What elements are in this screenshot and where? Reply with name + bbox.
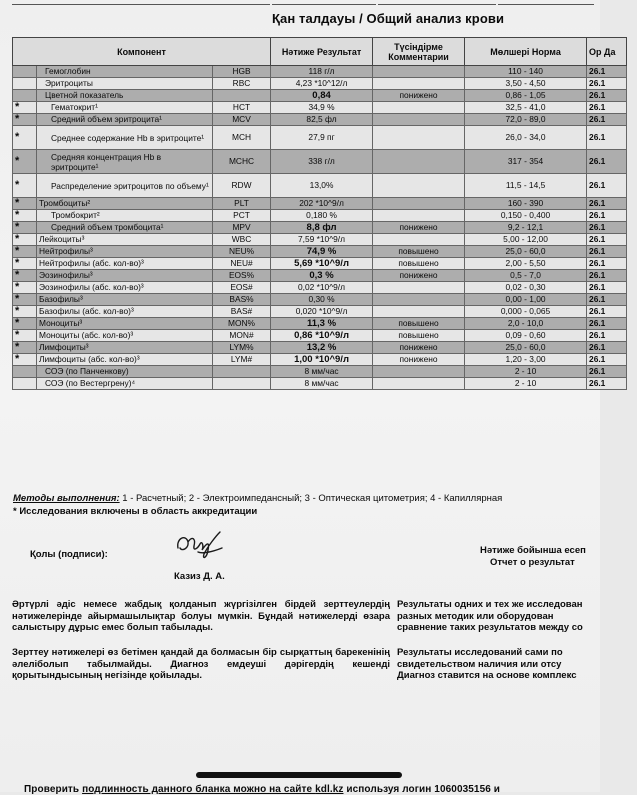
table-row [13,210,627,222]
row-date: 26.1 [587,246,627,258]
table-row [13,66,627,78]
row-result: 0,020 *10^9/л [271,306,373,318]
row-star: * [13,198,37,210]
row-component: Моноциты³ [37,318,213,330]
row-component: Гематокрит¹ [37,102,213,114]
row-component: Нейтрофилы (абс. кол-во)³ [37,258,213,270]
row-date: 26.1 [587,234,627,246]
row-star: * [13,354,37,366]
methods-label: Методы выполнения: [13,493,120,504]
row-component: Базофилы (абс. кол-во)³ [37,306,213,318]
row-component: Эозинофилы (абс. кол-во)³ [37,282,213,294]
row-component: Эритроциты [37,78,213,90]
row-result: 1,00 *10^9/л [271,354,373,366]
row-code: NEU% [213,246,271,258]
row-code: HCT [213,102,271,114]
table-row [13,174,627,198]
row-component: СОЭ (по Панченкову) [37,366,213,378]
row-norm: 2 - 10 [465,366,587,378]
row-star: * [13,126,37,150]
row-component: Лимфоциты³ [37,342,213,354]
signer-name: Казиз Д. А. [174,571,225,582]
result-report-kz: Нәтиже бойынша есеп [480,545,586,556]
row-result: 118 г/л [271,66,373,78]
table-row [13,366,627,378]
row-code: MON% [213,318,271,330]
table-row [13,342,627,354]
row-component: Средний объем тромбоцита¹ [37,222,213,234]
row-component: Цветной показатель [37,90,213,102]
row-norm: 25,0 - 60,0 [465,342,587,354]
table-row [13,90,627,102]
page-title: Қан талдауы / Общий анализ крови [272,11,505,26]
col-component: Компонент [13,38,271,66]
row-component: Среднее содержание Hb в эритроците¹ [37,126,213,150]
row-comment [373,126,465,150]
row-comment [373,366,465,378]
row-date: 26.1 [587,282,627,294]
row-comment [373,198,465,210]
row-date: 26.1 [587,198,627,210]
row-comment: повышено [373,258,465,270]
row-result: 0,30 % [271,294,373,306]
row-date: 26.1 [587,210,627,222]
row-norm: 32,5 - 41,0 [465,102,587,114]
disclaimer-ru-1-line: разных методик или оборудован [397,610,554,622]
row-code: PLT [213,198,271,210]
row-comment [373,234,465,246]
col-result: Нәтиже Результат [271,38,373,66]
row-norm: 1,20 - 3,00 [465,354,587,366]
row-code [213,366,271,378]
row-result: 13,0% [271,174,373,198]
row-code: MON# [213,330,271,342]
row-code: LYM# [213,354,271,366]
row-date: 26.1 [587,318,627,330]
row-norm: 0,00 - 1,00 [465,294,587,306]
row-component: Базофилы³ [37,294,213,306]
row-result: 8 мм/час [271,378,373,390]
row-star: * [13,102,37,114]
table-row [13,258,627,270]
table-row [13,102,627,114]
row-result: 0,02 *10^9/л [271,282,373,294]
disclaimer-ru-2-line: свидетельством наличия или отсу [397,658,562,670]
row-code: EOS% [213,270,271,282]
row-result: 82,5 фл [271,114,373,126]
verification-footer [24,784,500,795]
row-norm: 5,00 - 12,00 [465,234,587,246]
row-star: * [13,114,37,126]
row-norm: 0,86 - 1,05 [465,90,587,102]
row-norm: 0,02 - 0,30 [465,282,587,294]
result-report-ru: Отчет о результат [490,557,575,568]
row-component: СОЭ (по Вестергрену)⁴ [37,378,213,390]
footer-auth-text: подлинность данного бланка можно на сайте [82,784,316,795]
row-date: 26.1 [587,330,627,342]
row-date: 26.1 [587,174,627,198]
row-result: 4,23 *10^12/л [271,78,373,90]
row-date: 26.1 [587,378,627,390]
table-row [13,246,627,258]
row-norm: 9,2 - 12,1 [465,222,587,234]
row-comment: понижено [373,90,465,102]
row-date: 26.1 [587,114,627,126]
table-row [13,354,627,366]
row-date: 26.1 [587,102,627,114]
row-star: * [13,258,37,270]
row-result: 338 г/л [271,150,373,174]
row-date: 26.1 [587,354,627,366]
row-date: 26.1 [587,294,627,306]
row-result: 0,3 % [271,270,373,282]
row-component: Тромбокрит² [37,210,213,222]
row-code: WBC [213,234,271,246]
row-star: * [13,282,37,294]
row-code: NEU# [213,258,271,270]
table-row [13,234,627,246]
row-comment [373,282,465,294]
table-row [13,330,627,342]
row-date: 26.1 [587,150,627,174]
row-comment: понижено [373,222,465,234]
row-star: * [13,234,37,246]
table-row [13,306,627,318]
table-row [13,198,627,210]
row-code: EOS# [213,282,271,294]
row-norm: 2,00 - 5,50 [465,258,587,270]
row-result: 0,86 *10^9/л [271,330,373,342]
table-row [13,318,627,330]
table-row [13,294,627,306]
row-comment: понижено [373,354,465,366]
row-star [13,366,37,378]
row-star: * [13,318,37,330]
row-star: * [13,222,37,234]
disclaimer-ru-1 [397,599,637,634]
row-norm: 25,0 - 60,0 [465,246,587,258]
row-star: * [13,174,37,198]
col-norm: Мөлшері Норма [465,38,587,66]
row-component: Лейкоциты³ [37,234,213,246]
row-star [13,66,37,78]
table-row [13,270,627,282]
row-result: 8,8 фл [271,222,373,234]
row-norm: 26,0 - 34,0 [465,126,587,150]
row-code: HGB [213,66,271,78]
disclaimer-ru-2-line: Результаты исследований сами по [397,647,563,658]
row-star: * [13,210,37,222]
row-component: Лимфоциты (абс. кол-во)³ [37,354,213,366]
row-code: BAS# [213,306,271,318]
row-code: MCHC [213,150,271,174]
row-comment [373,114,465,126]
row-norm: 72,0 - 89,0 [465,114,587,126]
table-header [13,38,627,66]
row-result: 8 мм/час [271,366,373,378]
footer-pre: Проверить [24,784,83,795]
row-component: Средняя концентрация Hb в эритроците¹ [37,150,213,174]
row-date: 26.1 [587,342,627,354]
col-comments: Түсіндірме Комментарии [373,38,465,66]
row-norm: 3,50 - 4,50 [465,78,587,90]
row-code: BAS% [213,294,271,306]
row-component: Гемоглобин [37,66,213,78]
row-star [13,90,37,102]
row-code [213,378,271,390]
row-comment [373,210,465,222]
row-code: MCV [213,114,271,126]
row-comment [373,66,465,78]
row-component: Распределение эритроцитов по объему¹ [37,174,213,198]
row-norm: 317 - 354 [465,150,587,174]
row-result: 13,2 % [271,342,373,354]
row-date: 26.1 [587,270,627,282]
row-date: 26.1 [587,258,627,270]
footer-post: используя логин 1060035156 и [343,784,501,795]
row-component: Средний объем эритроцита¹ [37,114,213,126]
row-comment: повышено [373,246,465,258]
row-star: * [13,342,37,354]
row-comment [373,294,465,306]
row-comment: понижено [373,342,465,354]
row-component: Моноциты (абс. кол-во)³ [37,330,213,342]
row-code [213,90,271,102]
row-component: Эозинофилы³ [37,270,213,282]
disclaimer-ru-1-line: сравнение таких результатов между со [397,622,583,634]
methods-line [13,493,502,505]
row-comment: повышено [373,330,465,342]
row-star [13,378,37,390]
top-table-remnant [0,0,600,5]
table-row [13,378,627,390]
row-code: MCH [213,126,271,150]
signature-icon [172,528,232,564]
table-row [13,114,627,126]
row-result: 34,9 % [271,102,373,114]
row-norm: 11,5 - 14,5 [465,174,587,198]
row-date: 26.1 [587,222,627,234]
disclaimer-kz-2: Зерттеу нәтижелері өз бетімен қандай да болмасын бір сырқаттың барекенінің әлеліболып табылмайды. Диагноз емдеуші дәрігердің кешенді қорытындысының негізінде қойылады. [12,647,390,682]
table-row [13,126,627,150]
row-code: MPV [213,222,271,234]
row-result: 5,69 *10^9/л [271,258,373,270]
row-star [13,78,37,90]
row-comment [373,306,465,318]
col-date: Ор Да [587,38,627,66]
disclaimer-kz-1: Әртүрлі әдіс немесе жабдық қолданып жүргізілген бірдей зерттеулердің нәтижелерінде айырмашылықтар болуы мүмкін. Бұндай нәтижелерді өзара салыстыру дұрыс емес болып табылады. [12,599,390,634]
home-indicator[interactable] [196,772,402,778]
row-comment [373,378,465,390]
row-result: 27,9 пг [271,126,373,150]
row-norm: 0,5 - 7,0 [465,270,587,282]
disclaimer-ru-2-line: Диагноз ставится на основе комплекс [397,670,577,682]
results-table [12,37,627,390]
row-norm: 0,09 - 0,60 [465,330,587,342]
row-star: * [13,270,37,282]
row-result: 7,59 *10^9/л [271,234,373,246]
row-date: 26.1 [587,366,627,378]
row-result: 0,180 % [271,210,373,222]
table-row [13,282,627,294]
row-code: RBC [213,78,271,90]
row-code: LYM% [213,342,271,354]
row-date: 26.1 [587,90,627,102]
row-date: 26.1 [587,78,627,90]
accreditation-note: * Исследования включены в область аккредитации [13,506,258,517]
table-row [13,78,627,90]
table-row [13,150,627,174]
row-norm: 0,000 - 0,065 [465,306,587,318]
row-norm: 110 - 140 [465,66,587,78]
methods-text: 1 - Расчетный; 2 - Электроимпедансный; 3 - Оптическая цитометрия; 4 - Капиллярная [119,493,503,504]
results-body [13,66,627,390]
row-comment [373,150,465,174]
row-code: PCT [213,210,271,222]
disclaimer-ru-1-line: Результаты одних и тех же исследован [397,599,583,610]
row-star: * [13,306,37,318]
table-row [13,222,627,234]
row-result: 0,84 [271,90,373,102]
row-star: * [13,294,37,306]
row-comment [373,174,465,198]
row-date: 26.1 [587,126,627,150]
row-code: RDW [213,174,271,198]
row-component: Нейтрофилы³ [37,246,213,258]
row-star: * [13,246,37,258]
row-comment [373,102,465,114]
row-result: 74,9 % [271,246,373,258]
row-comment: повышено [373,318,465,330]
footer-site-link[interactable]: kdl.kz [315,784,344,795]
row-comment: понижено [373,270,465,282]
signature-label: Қолы (подписи): [30,549,108,560]
row-date: 26.1 [587,66,627,78]
disclaimer-ru-2 [397,647,637,682]
row-norm: 0,150 - 0,400 [465,210,587,222]
row-norm: 2 - 10 [465,378,587,390]
row-date: 26.1 [587,306,627,318]
row-norm: 160 - 390 [465,198,587,210]
row-norm: 2,0 - 10,0 [465,318,587,330]
row-star: * [13,330,37,342]
row-component: Тромбоциты² [37,198,213,210]
row-star: * [13,150,37,174]
row-comment [373,78,465,90]
row-result: 11,3 % [271,318,373,330]
row-result: 202 *10^9/л [271,198,373,210]
